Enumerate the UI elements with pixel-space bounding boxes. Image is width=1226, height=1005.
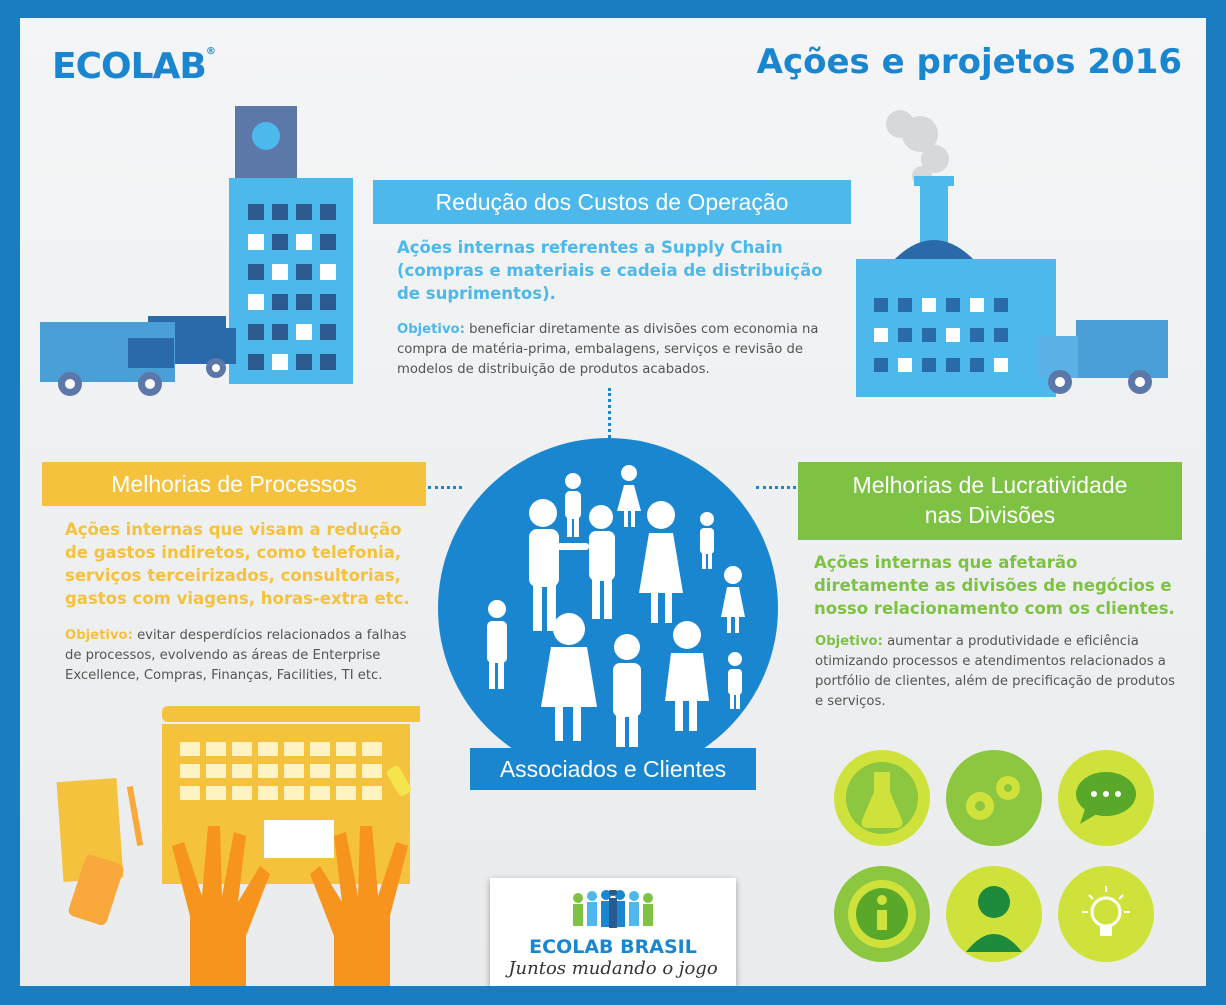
section-title-processos: Melhorias de Processos	[42, 462, 426, 506]
objetivo-label: Objetivo:	[65, 628, 133, 643]
chat-icon	[1058, 750, 1154, 846]
center-label: Associados e Clientes	[470, 748, 756, 790]
objetivo-label: Objetivo:	[815, 634, 883, 649]
objetivo-text: beneficiar diretamente as divisões com economia na compra de matéria-prima, embalagens, serviços e revisão de modelos de distribuição de produtos acabados.	[397, 322, 819, 377]
title-line-2: nas Divisões	[924, 502, 1056, 528]
section-heading-lucratividade: Ações internas que afetarão diretamente as divisões de negócios e nosso relacionamento com os clientes.	[814, 553, 1175, 618]
factory-truck-illustration	[850, 104, 1180, 404]
badge-title: ECOLAB BRASIL	[529, 936, 697, 958]
ecolab-brasil-badge	[490, 878, 736, 986]
objetivo-text: aumentar a produtividade e eficiência otimizando processos e atendimentos relacionados a portfólio de clientes, além de precificação de produtos e serviços.	[815, 634, 1176, 709]
section-heading-custos: Ações internas referentes a Supply Chain (compras e materiais e cadeia de distribuição de suprimentos).	[397, 238, 823, 303]
icon-grid	[830, 746, 1160, 968]
people-illustration	[441, 441, 775, 775]
ecolab-logo: ECOLAB®	[52, 46, 215, 87]
section-body-lucratividade	[815, 632, 1175, 712]
section-title-custos: Redução dos Custos de Operação	[373, 180, 851, 224]
gears-icon	[946, 750, 1042, 846]
people-circle	[438, 438, 778, 778]
infographic-frame	[20, 18, 1206, 986]
info-icon	[834, 866, 930, 962]
laptop-hands-illustration	[50, 706, 420, 986]
section-body-custos	[397, 320, 827, 380]
objetivo-label: Objetivo:	[397, 322, 465, 337]
section-title-lucratividade	[798, 462, 1182, 540]
flask-icon	[834, 750, 930, 846]
badge-subtitle: Juntos mudando o jogo	[508, 958, 718, 979]
title-line-1: Melhorias de Lucratividade	[852, 472, 1128, 498]
building-trucks-illustration	[40, 106, 360, 396]
objetivo-text: evitar desperdícios relacionados a falhas de processos, evolvendo as áreas de Enterprise Excellence, Compras, Finanças, Facilities, TI etc.	[65, 628, 407, 683]
lightbulb-icon	[1058, 866, 1154, 962]
support-agent-icon	[946, 866, 1042, 962]
section-body-processos	[65, 626, 425, 686]
section-heading-processos: Ações internas que visam a redução de gastos indiretos, como telefonia, serviços terceirizados, consultorias, gastos com viagens, horas-extra etc.	[65, 520, 410, 608]
page-title: Ações e projetos 2016	[756, 42, 1182, 82]
connector-top	[608, 388, 611, 438]
people-group-icon	[570, 890, 656, 932]
